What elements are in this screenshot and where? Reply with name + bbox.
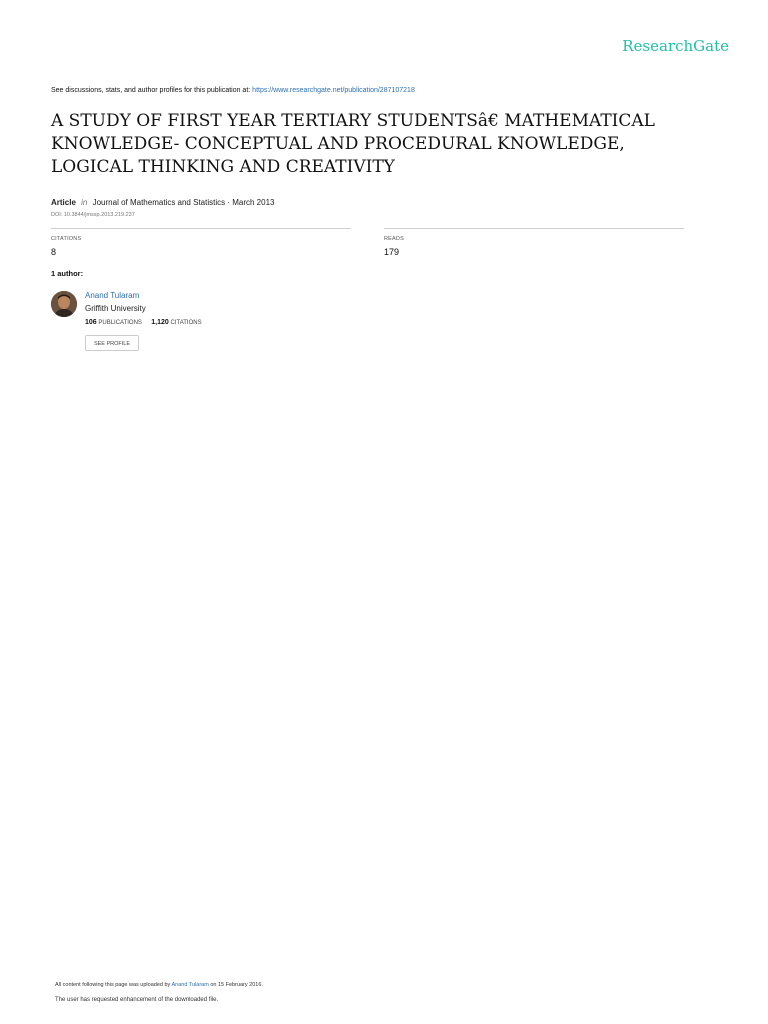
article-type: Article [51, 198, 76, 207]
author-citations-count: 1,120 [151, 319, 169, 326]
publication-link[interactable]: https://www.researchgate.net/publication/287107218 [252, 87, 415, 94]
citations-label: CITATIONS [51, 236, 82, 242]
author-name-link[interactable]: Anand Tularam [85, 291, 140, 300]
author-avatar[interactable] [51, 291, 77, 317]
author-publications-label: PUBLICATIONS [98, 320, 142, 326]
citations-value: 8 [51, 247, 57, 257]
upload-note [55, 982, 263, 988]
discussion-text: See discussions, stats, and author profiles for this publication at: [51, 87, 253, 94]
discussion-line [51, 87, 415, 94]
authors-heading: 1 author: [51, 269, 84, 278]
avatar-photo-icon [51, 291, 77, 317]
upload-prefix: All content following this page was uploaded by [55, 982, 172, 988]
upload-suffix: on 15 February 2016. [208, 982, 263, 988]
reads-label: READS [384, 236, 404, 242]
in-label: in [81, 198, 88, 207]
see-profile-button[interactable]: SEE PROFILE [85, 335, 139, 351]
author-publications-count: 106 [85, 319, 97, 326]
journal-name[interactable]: Journal of Mathematics and Statistics · March 2013 [92, 198, 275, 207]
article-meta [51, 198, 274, 207]
author-stats [85, 319, 202, 326]
article-title: A STUDY OF FIRST YEAR TERTIARY STUDENTSâ€ MATHEMATICAL KNOWLEDGE- CONCEPTUAL AND PROCEDURAL KNOWLEDGE, LOGICAL THINKING AND CREATIVITY [51, 111, 655, 177]
reads-stat [384, 228, 684, 257]
enhancement-note: The user has requested enhancement of the downloaded file. [55, 997, 219, 1003]
researchgate-logo[interactable]: ResearchGate [622, 37, 729, 55]
uploader-link[interactable]: Anand Tularam [171, 982, 209, 988]
doi: DOI: 10.3844/jmssp.2013.219.237 [51, 212, 135, 218]
author-citations-label: CITATIONS [170, 320, 202, 326]
reads-value: 179 [384, 247, 400, 257]
citations-stat [51, 228, 351, 257]
author-institution: Griffith University [85, 304, 146, 313]
